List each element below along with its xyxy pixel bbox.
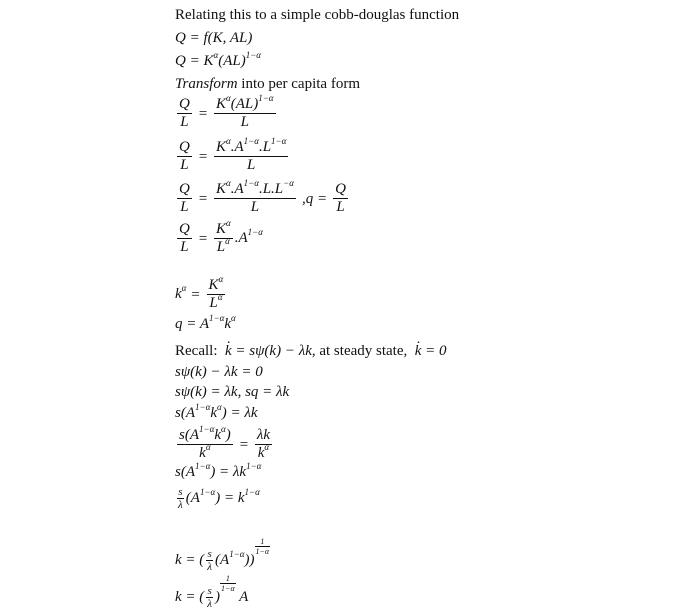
eq-k-alpha: $k^\alpha$ = $\frac{K^\alpha}{L^\alpha}$ [175,274,224,311]
transform-rest: into per capita form [237,76,360,92]
transform-word: Transform [175,76,238,92]
eq-recall-4: $\frac{s(A^{1-\alpha}k^\alpha)}{k^\alpha}$ = $\frac{\lambda k}{k^\alpha}$ [179,424,270,461]
transform-line [175,75,360,93]
eq-solve-k-2: k = ( $\frac{s}{\lambda}$ ) $\frac{1}{1-\alpha}$ A [175,574,249,610]
eq-solve-k-1: k = ( $\frac{s}{\lambda}$ $(A^{1-\alpha})$) $\frac{1}{1-\alpha}$ [175,537,270,574]
eq-q: $q = A^{1-\alpha}k^\alpha$ [175,313,236,332]
eq-recall-2: sψ(k) = λk, sq = λk [175,384,290,400]
eq-recall-3: $s(A^{1-\alpha}k^\alpha) = \lambda k$ [175,402,258,421]
steady-state-text: , at steady state, [311,343,408,359]
eq-recall-1: sψ(k) − λk = 0 [175,364,263,380]
eq-recall-6: $\frac{s}{\lambda}$ $(A^{1-\alpha}) = k^{1-\alpha}$ [178,486,260,511]
recall-line: Recall: . k = sψ(k) − λk, at steady state, . k = 0 [175,342,447,360]
eq-per-capita-3: $\frac{Q}{L}$ = $\frac{K^\alpha.A^{1-\alpha}.L.L^{-\alpha}}{L}$ ,q = $\frac{Q}{L}$ [179,178,346,215]
eq-per-capita-4: $\frac{Q}{L}$ = $\frac{K^\alpha}{L^\alpha}$ $.A^{1-\alpha}$ [179,218,263,255]
eq-production: Q = f(K, AL) [175,30,253,46]
recall-label: Recall: [175,343,218,359]
eq-recall-5: $s(A^{1-\alpha}) = \lambda k^{1-\alpha}$ [175,461,262,480]
eq-per-capita-2: $\frac{Q}{L}$ = $\frac{K^\alpha.A^{1-\alpha}.L^{1-\alpha}}{L}$ [179,136,287,173]
eq-cobb-douglas: $Q = K^\alpha(AL)^{1-\alpha}$ [175,50,262,69]
eq-per-capita-1: $\frac{Q}{L}$ = $\frac{K^\alpha(AL)^{1-\alpha}}{L}$ [179,93,274,130]
intro-text: Relating this to a simple cobb-douglas function [175,7,460,23]
